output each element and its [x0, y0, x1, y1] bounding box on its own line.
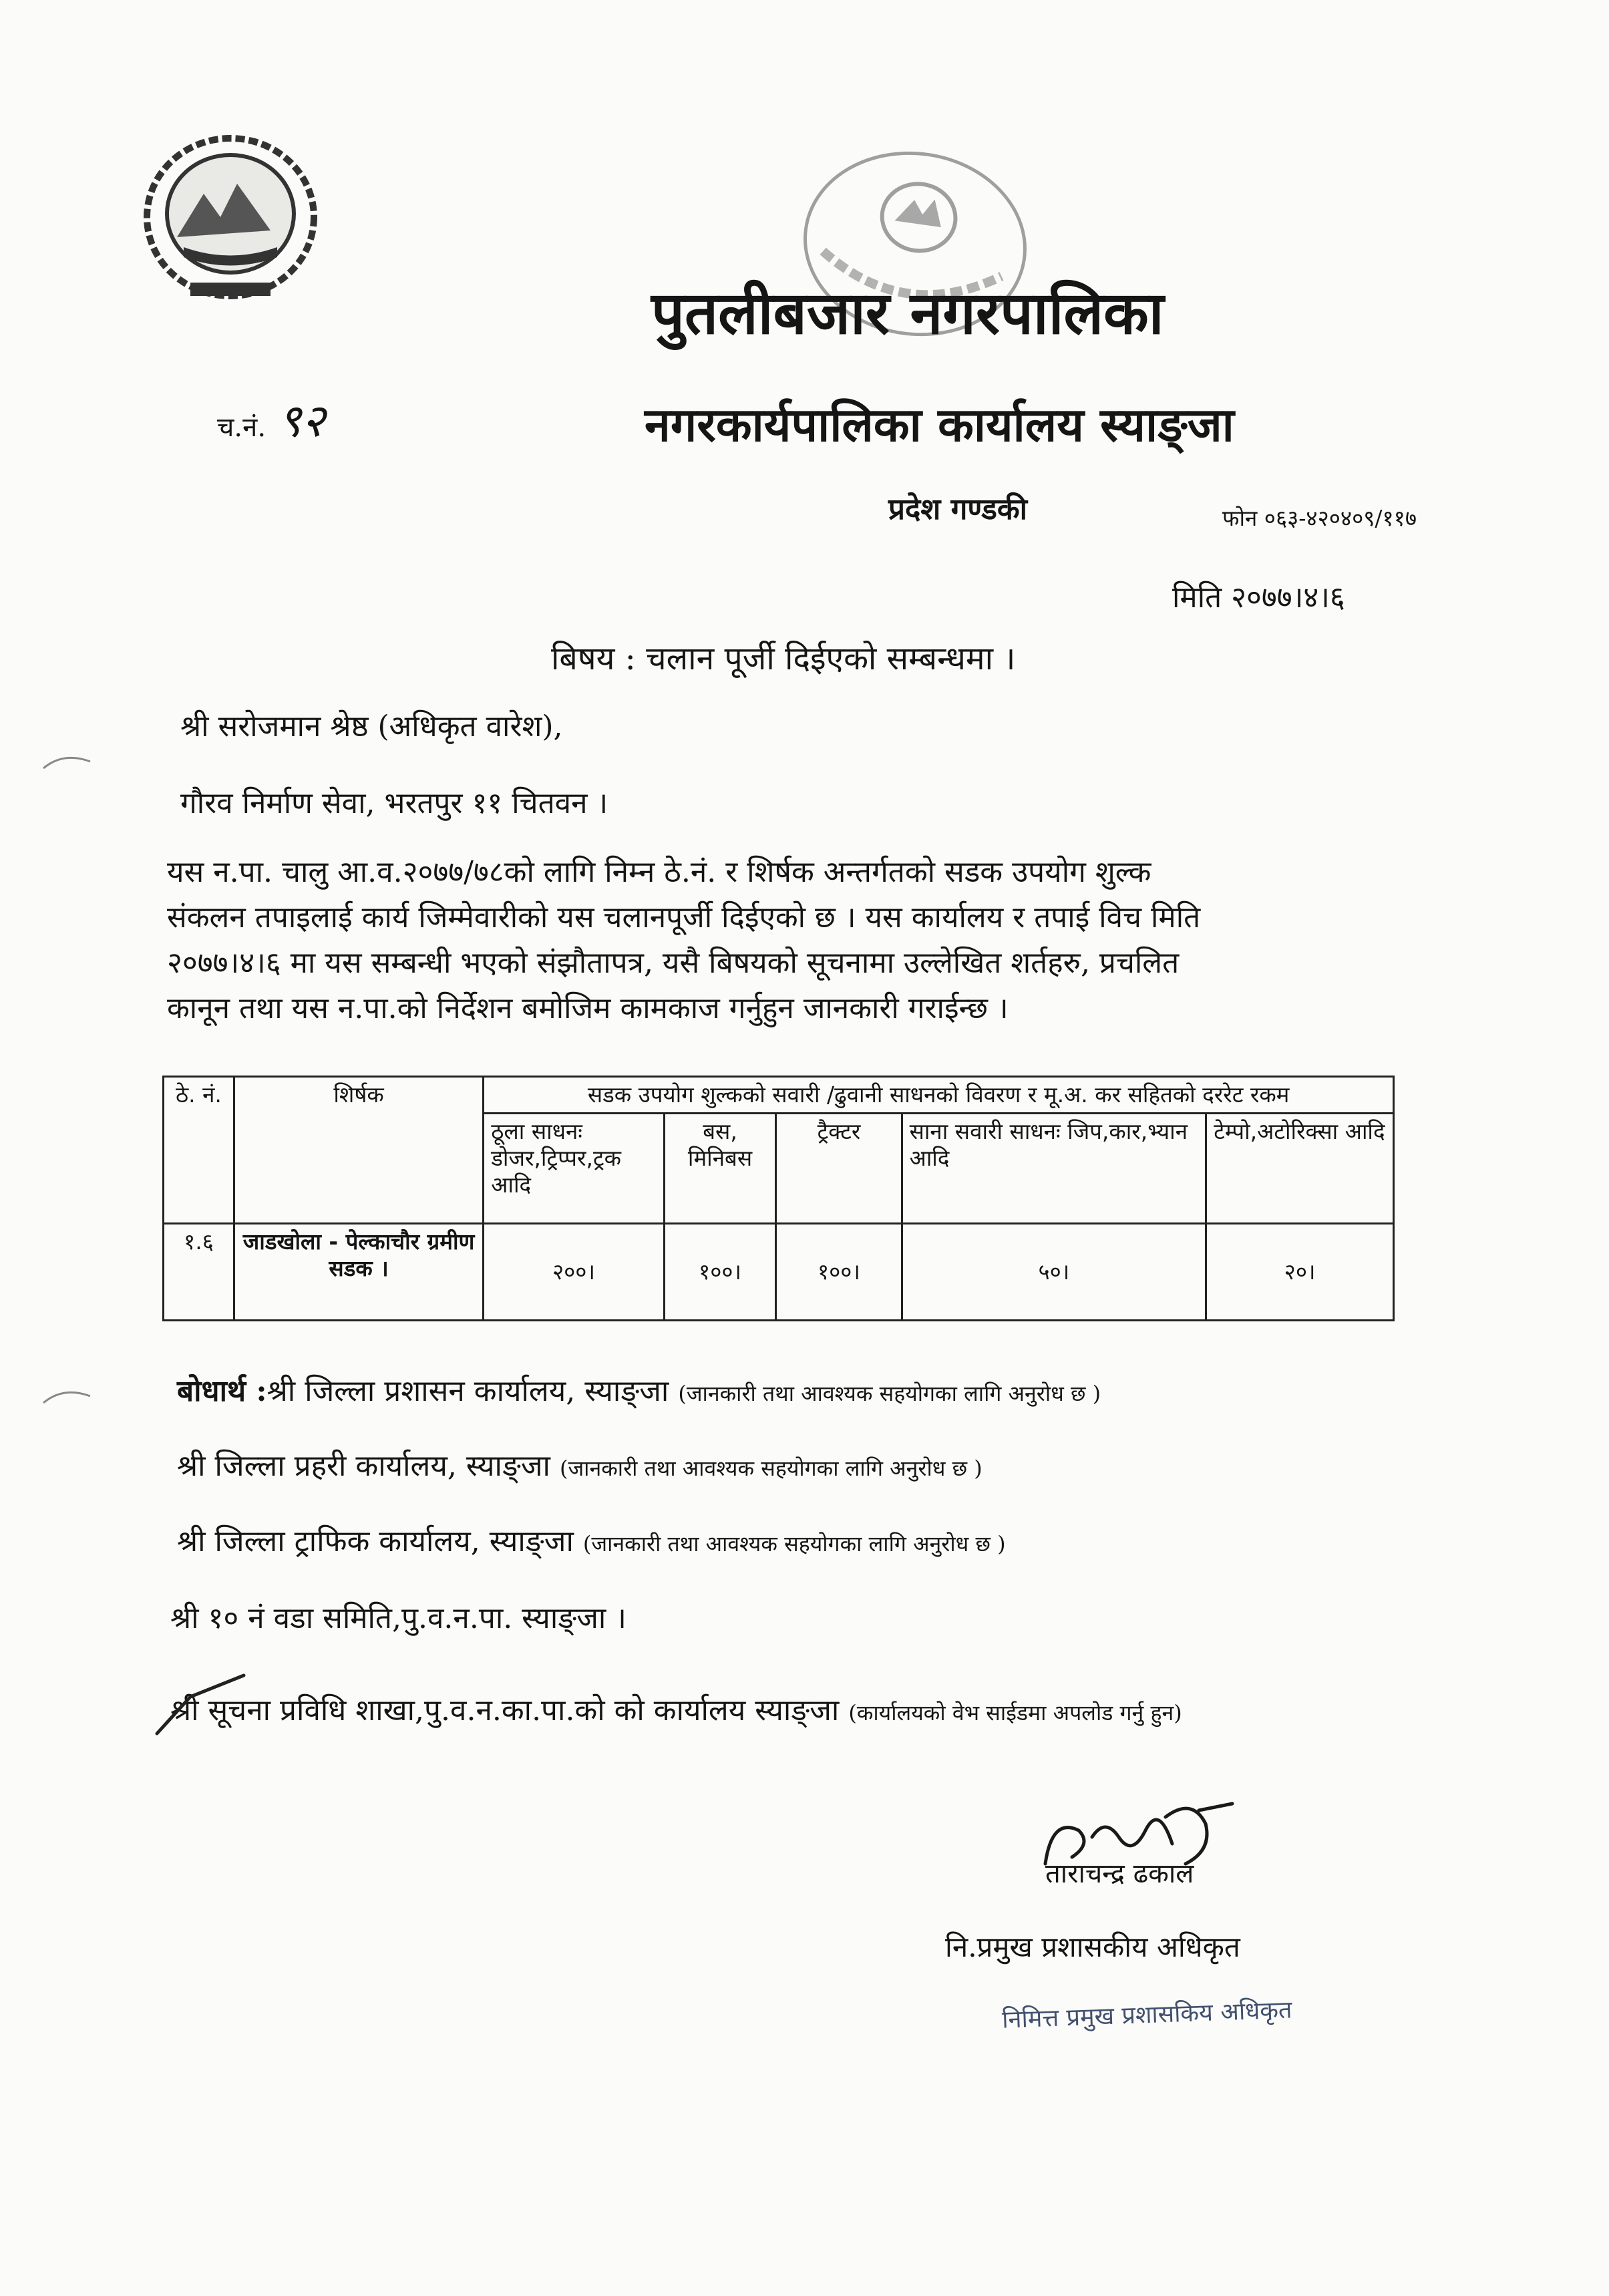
check-mark-icon	[150, 1670, 250, 1744]
punch-mark-icon	[40, 748, 94, 775]
reference-number	[217, 387, 325, 450]
row-no: १.६	[164, 1224, 234, 1321]
body-line: यस न.पा. चालु आ.व.२०७७/७८को लागि निम्न ठे.नं. र शिर्षक अन्तर्गतको सडक उपयोग शुल्क	[167, 855, 1151, 889]
fee-heavy: २००।	[484, 1224, 664, 1321]
letter-body	[167, 850, 1449, 1031]
cc-text: श्री जिल्ला प्रहरी कार्यालय, स्याङ्जा	[177, 1449, 550, 1483]
province-label: प्रदेश गण्डकी	[888, 492, 1028, 526]
fee-tempo: २०।	[1206, 1224, 1394, 1321]
signatory-name: ताराचन्द्र ढकाल	[1045, 1858, 1194, 1889]
body-line: कानून तथा यस न.पा.को निर्देशन बमोजिम कामकाज गर्नुहुन जानकारी गराईन्छ ।	[167, 991, 1009, 1025]
ref-label: च.नं.	[217, 412, 266, 443]
cc-note: (जानकारी तथा आवश्यक सहयोगका लागि अनुरोध छ )	[582, 1531, 1006, 1556]
letter-subject: बिषय : चलान पूर्जी दिईएको सम्बन्धमा ।	[551, 640, 1016, 677]
table-row	[164, 1224, 1394, 1321]
cc-note: (जानकारी तथा आवश्यक सहयोगका लागि अनुरोध छ )	[559, 1456, 982, 1481]
sub-header-bus: बस, मिनिबस	[664, 1114, 776, 1224]
fee-small: ५०।	[902, 1224, 1206, 1321]
cc-text: श्री १० नं वडा समिति,पु.व.न.पा. स्याङ्जा ।	[170, 1601, 627, 1635]
sub-header-tractor: ट्रैक्टर	[776, 1114, 902, 1224]
fee-bus: १००।	[664, 1224, 776, 1321]
recipient-line-1: श्री सरोजमान श्रेष्ठ (अधिकृत वारेश),	[180, 709, 563, 744]
office-name: नगरकार्यपालिका कार्यालय स्याङ्जा	[645, 397, 1234, 452]
cc-note: (जानकारी तथा आवश्यक सहयोगका लागि अनुरोध छ )	[678, 1381, 1101, 1406]
punch-mark-icon	[40, 1383, 94, 1410]
row-title: जाडखोला - पेल्काचौर ग्रमीण सडक ।	[234, 1224, 483, 1321]
col-group-header: सडक उपयोग शुल्कको सवारी /ढुवानी साधनको विवरण र मू.अ. कर सहितको दररेट रकम	[484, 1077, 1394, 1114]
cc-note: (कार्यालयको वेभ साईडमा अपलोड गर्नु हुन)	[848, 1700, 1182, 1726]
fee-tractor: १००।	[776, 1224, 902, 1321]
body-line: २०७७।४।६ मा यस सम्बन्धी भएको संझौतापत्र, यसै बिषयको सूचनामा उल्लेखित शर्तहरु, प्रचलित	[167, 946, 1180, 980]
signatory-title: नि.प्रमुख प्रशासकीय अधिकृत	[945, 1931, 1240, 1963]
sub-header-tempo: टेम्पो,अटोरिक्सा आदि	[1206, 1114, 1394, 1224]
recipient-line-2: गौरव निर्माण सेवा, भरतपुर ११ चितवन ।	[180, 786, 608, 820]
sub-header-heavy: ठूला साधनः डोजर,ट्रिप्पर,ट्रक आदि	[484, 1114, 664, 1224]
sub-header-small: साना सवारी साधनः जिप,कार,भ्यान आदि	[902, 1114, 1206, 1224]
cc-text: श्री जिल्ला प्रशासन कार्यालय, स्याङ्जा	[266, 1374, 669, 1408]
cc-text: श्री जिल्ला ट्राफिक कार्यालय, स्याङ्जा	[177, 1524, 574, 1559]
cc-item	[177, 1444, 982, 1484]
cc-item	[170, 1597, 627, 1637]
col-header-no: ठे. नं.	[164, 1077, 234, 1224]
ref-number-handwritten: ९२	[278, 395, 325, 448]
letter-date: मिति २०७७।४।६	[1172, 581, 1345, 615]
cc-text: श्री सूचना प्रविधि शाखा,पु.व.न.का.पा.को को कार्यालय स्याङ्जा	[170, 1693, 840, 1728]
road-fee-table	[162, 1076, 1395, 1321]
cc-label: बोधार्थ :	[177, 1374, 267, 1408]
cc-item	[177, 1520, 1006, 1560]
municipality-name: पुतलीबजार नगरपालिका	[651, 278, 1164, 347]
col-header-title: शिर्षक	[234, 1077, 483, 1224]
phone-number: फोन ०६३-४२०४०९/११७	[1222, 505, 1417, 531]
cc-item	[170, 1689, 1182, 1729]
cc-item	[177, 1369, 1101, 1410]
nepal-emblem-icon	[137, 130, 324, 307]
signatory-stamp: निमित्त प्रमुख प्रशासकिय अधिकृत	[1001, 1996, 1293, 2034]
body-line: संकलन तपाइलाई कार्य जिम्मेवारीको यस चलानपूर्जी दिईएको छ । यस कार्यालय र तपाई विच मिति	[167, 900, 1201, 935]
